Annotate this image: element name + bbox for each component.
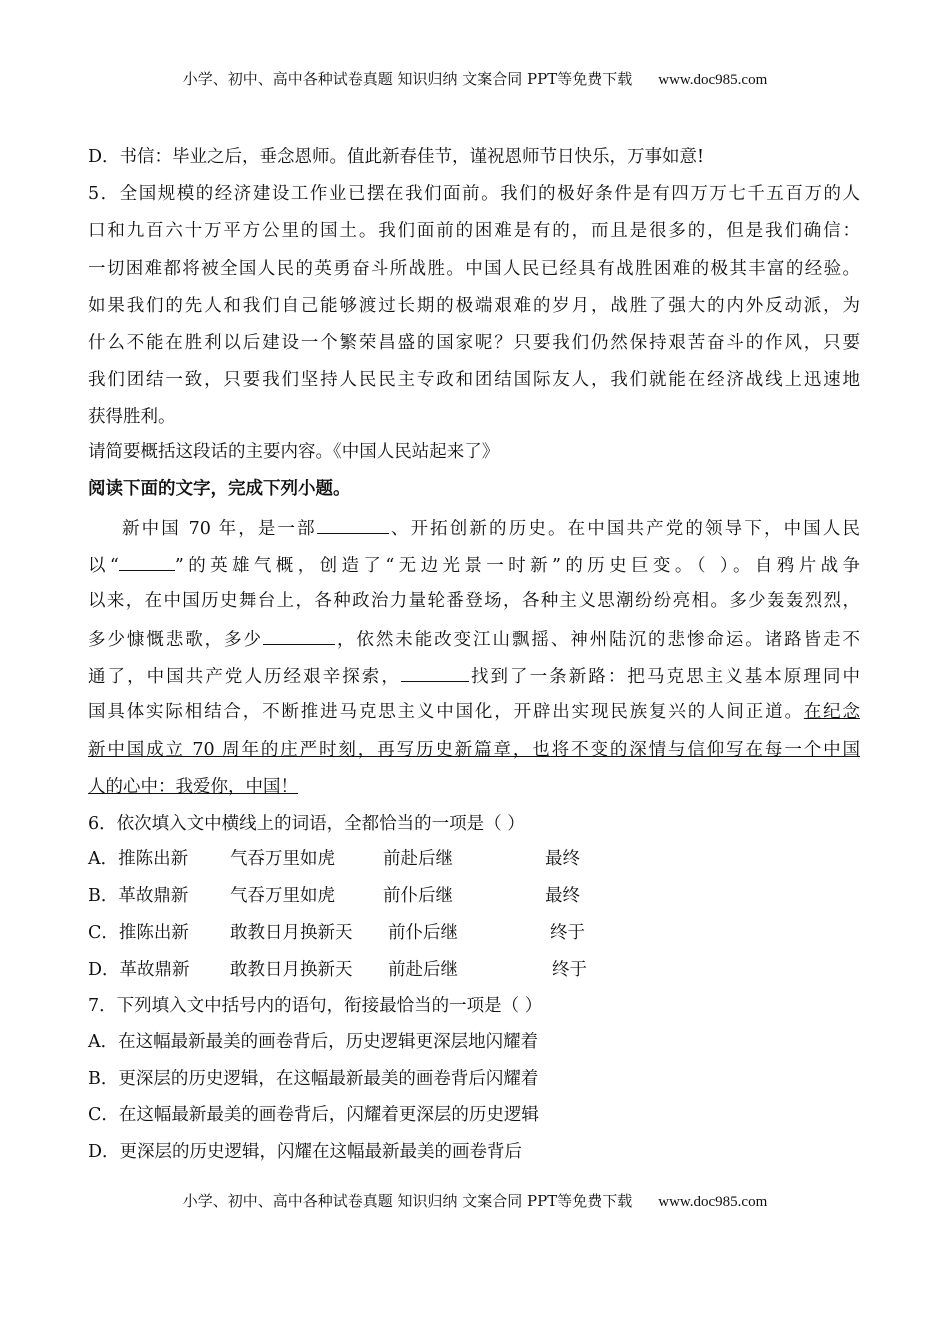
option-word: 敢教日月换新天 bbox=[230, 960, 353, 980]
option-word: 敢教日月换新天 bbox=[230, 923, 353, 943]
q5-line: 5．全国规模的经济建设工作业已摆在我们面前。我们的极好条件是有四万万七千五百万的人 bbox=[88, 184, 860, 204]
passage-text: ”的英雄气概，创造了“无边光景一时新”的历史巨变。（ ）。自鸦片战争 bbox=[174, 556, 860, 576]
passage-text: 以“ bbox=[88, 556, 119, 576]
blank-1 bbox=[317, 515, 389, 534]
q4-option-d: D．书信：毕业之后，垂念恩师。值此新春佳节，谨祝恩师节日快乐，万事如意! bbox=[88, 147, 705, 167]
passage-line: 以来，在中国历史舞台上，各种政治力量轮番登场，各种主义思潮纷纷亮相。多少轰轰烈烈， bbox=[88, 591, 860, 611]
option-label: B．革故鼎新 bbox=[88, 886, 189, 906]
option-word: 终于 bbox=[550, 923, 585, 943]
header-site-link[interactable]: www.doc985.com bbox=[658, 72, 768, 88]
header-text: 小学、初中、高中各种试卷真题 知识归纳 文案合同 PPT等免费下载 bbox=[182, 70, 633, 88]
passage-line bbox=[122, 515, 860, 541]
q5-line: 获得胜利。 bbox=[88, 407, 176, 427]
option-word: 前仆后继 bbox=[388, 923, 458, 943]
footer-site-link[interactable]: www.doc985.com bbox=[658, 1194, 768, 1210]
passage-text: 、开拓创新的历史。在中国共产党的领导下，中国人民 bbox=[388, 519, 860, 539]
passage-line bbox=[88, 552, 860, 578]
q6-stem: 6．依次填入文中横线上的词语，全都恰当的一项是（ ） bbox=[88, 814, 525, 834]
underlined-sentence: 人的心中：我爱你，中国！ bbox=[88, 777, 298, 797]
footer-text: 小学、初中、高中各种试卷真题 知识归纳 文案合同 PPT等免费下载 bbox=[182, 1192, 633, 1210]
q7-option-b[interactable]: B．更深层的历史逻辑，在这幅最新最美的画卷背后闪耀着 bbox=[88, 1069, 539, 1089]
option-label: A．推陈出新 bbox=[88, 849, 189, 869]
option-word: 终于 bbox=[552, 960, 587, 980]
passage-text: 新中国 70 年，是一部 bbox=[122, 519, 317, 539]
passage-text: 多少慷慨悲歌，多少 bbox=[88, 630, 263, 650]
q7-option-c[interactable]: C．在这幅最新最美的画卷背后，闪耀着更深层的历史逻辑 bbox=[88, 1105, 539, 1125]
q7-option-d[interactable]: D．更深层的历史逻辑，闪耀在这幅最新最美的画卷背后 bbox=[88, 1142, 523, 1162]
q5-line: 什么不能在胜利以后建设一个繁荣昌盛的国家呢？只要我们仍然保持艰苦奋斗的作风，只要 bbox=[88, 333, 860, 353]
passage-line bbox=[88, 663, 860, 689]
q5-line: 一切困难都将被全国人民的英勇奋斗所战胜。中国人民已经具有战胜困难的极其丰富的经验。 bbox=[88, 259, 860, 279]
option-word: 最终 bbox=[545, 849, 580, 869]
option-label: C．推陈出新 bbox=[88, 923, 189, 943]
option-word: 气吞万里如虎 bbox=[230, 886, 335, 906]
passage-text: 通了，中国共产党人历经艰辛探索， bbox=[88, 667, 401, 687]
option-word: 气吞万里如虎 bbox=[230, 849, 335, 869]
underlined-sentence: 在纪念 bbox=[803, 702, 861, 722]
q5-line: 口和九百六十万平方公里的国土。我们面前的困难是有的，而且是很多的，但是我们确信： bbox=[88, 221, 860, 241]
q5-prompt: 请简要概括这段话的主要内容。《中国人民站起来了》 bbox=[88, 442, 500, 462]
passage-line bbox=[88, 700, 860, 724]
page-footer bbox=[0, 1190, 950, 1211]
option-word: 前赴后继 bbox=[388, 960, 458, 980]
underlined-sentence: 新中国成立 70 周年的庄严时刻，再写历史新篇章，也将不变的深情与信仰写在每一个中国 bbox=[88, 740, 860, 760]
passage-text: 找到了一条新路：把马克思主义基本原理同中 bbox=[468, 667, 861, 687]
option-label: D．革故鼎新 bbox=[88, 960, 190, 980]
blank-3 bbox=[263, 626, 335, 645]
passage-text: 国具体实际相结合，不断推进马克思主义中国化，开辟出实现民族复兴的人间正道。 bbox=[88, 702, 804, 722]
blank-2 bbox=[119, 552, 175, 571]
blank-4 bbox=[401, 663, 469, 682]
option-word: 最终 bbox=[545, 886, 580, 906]
passage-line bbox=[88, 626, 860, 652]
q5-line: 我们团结一致，只要我们坚持人民民主专政和团结国际友人，我们就能在经济战线上迅速地 bbox=[88, 370, 860, 390]
q7-option-a[interactable]: A．在这幅最新最美的画卷背后，历史逻辑更深层地闪耀着 bbox=[88, 1032, 539, 1052]
reading-instruction: 阅读下面的文字，完成下列小题。 bbox=[88, 479, 351, 499]
passage-text: ，依然未能改变江山飘摇、神州陆沉的悲惨命运。诸路皆走不 bbox=[335, 630, 860, 650]
page-header bbox=[0, 68, 950, 89]
q7-stem: 7．下列填入文中括号内的语句，衔接最恰当的一项是（ ） bbox=[88, 996, 543, 1016]
option-word: 前仆后继 bbox=[383, 886, 453, 906]
option-word: 前赴后继 bbox=[383, 849, 453, 869]
q5-line: 如果我们的先人和我们自己能够渡过长期的极端艰难的岁月，战胜了强大的内外反动派，为 bbox=[88, 296, 860, 316]
